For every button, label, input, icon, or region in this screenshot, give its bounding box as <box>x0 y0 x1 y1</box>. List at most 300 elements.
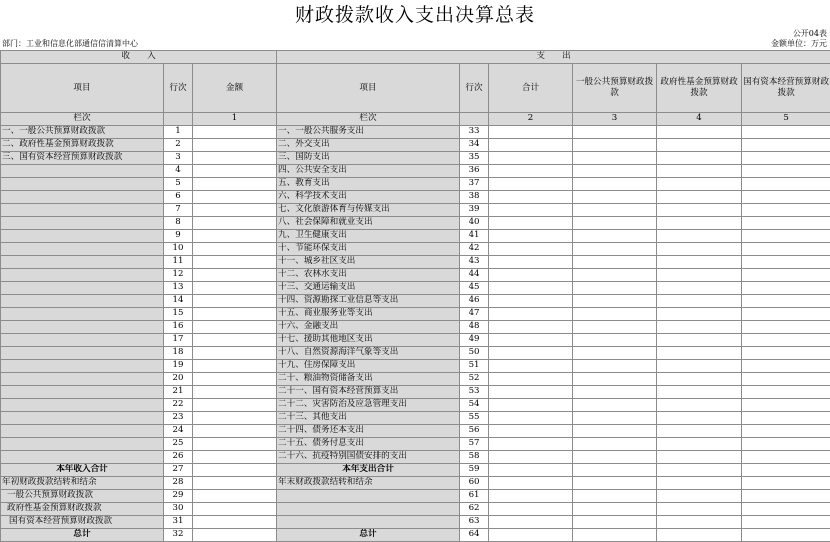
amount-cell <box>742 451 830 464</box>
income-line-no: 26 <box>164 451 193 464</box>
table-row <box>1 191 830 204</box>
amount-cell <box>742 477 830 490</box>
income-item <box>1 243 164 256</box>
report-title: 财政拨款收入支出决算总表 <box>0 0 830 30</box>
amount-cell <box>573 451 657 464</box>
amount-cell <box>657 490 742 503</box>
general-budget-header: 一般公共预算财政拨款 <box>573 64 657 113</box>
amount-cell <box>573 178 657 191</box>
amount-cell <box>573 516 657 529</box>
expense-item: 二十二、灾害防治及应急管理支出 <box>277 399 460 412</box>
amount-cell <box>489 477 573 490</box>
amount-cell <box>193 165 277 178</box>
amount-cell <box>742 191 830 204</box>
amount-cell <box>193 152 277 165</box>
income-line-no: 13 <box>164 282 193 295</box>
expense-line-no: 62 <box>460 503 489 516</box>
expense-line-no: 42 <box>460 243 489 256</box>
income-line-no: 1 <box>164 126 193 139</box>
amount-cell <box>657 360 742 373</box>
income-line-no: 30 <box>164 503 193 516</box>
income-line-no: 21 <box>164 386 193 399</box>
amount-cell <box>573 334 657 347</box>
amount-cell <box>573 204 657 217</box>
amount-cell <box>573 230 657 243</box>
income-item: 二、政府性基金预算财政拨款 <box>1 139 164 152</box>
table-row <box>1 217 830 230</box>
amount-cell <box>657 438 742 451</box>
amount-cell <box>657 399 742 412</box>
income-item <box>1 451 164 464</box>
amount-cell <box>657 503 742 516</box>
expense-line-no: 39 <box>460 204 489 217</box>
amount-cell <box>489 399 573 412</box>
amount-cell <box>193 256 277 269</box>
amount-cell <box>657 243 742 256</box>
expense-item-blank <box>277 503 460 516</box>
expense-line-no: 57 <box>460 438 489 451</box>
amount-cell <box>193 282 277 295</box>
expense-item: 七、文化旅游体育与传媒支出 <box>277 204 460 217</box>
table-row <box>1 464 830 477</box>
amount-cell <box>573 503 657 516</box>
amount-cell <box>193 477 277 490</box>
department-label: 部门：工业和信息化部通信信清算中心 <box>2 39 138 49</box>
amount-cell <box>489 204 573 217</box>
amount-cell <box>573 490 657 503</box>
expense-item: 二十三、其他支出 <box>277 412 460 425</box>
amount-cell <box>489 191 573 204</box>
expense-line-no: 56 <box>460 425 489 438</box>
amount-cell <box>573 412 657 425</box>
table-row <box>1 334 830 347</box>
amount-cell <box>489 360 573 373</box>
expense-col-index-label: 栏次 <box>277 113 460 126</box>
amount-cell <box>742 269 830 282</box>
expense-line-no: 45 <box>460 282 489 295</box>
amount-cell <box>573 360 657 373</box>
expense-item: 十八、自然资源海洋气象等支出 <box>277 347 460 360</box>
income-section-header: 收 入 <box>1 51 277 64</box>
amount-cell <box>193 347 277 360</box>
expense-line-no: 59 <box>460 464 489 477</box>
expense-col-4: 4 <box>657 113 742 126</box>
expense-item: 十五、商业服务业等支出 <box>277 308 460 321</box>
expense-total-label: 本年支出合计 <box>277 464 460 477</box>
amount-cell <box>193 269 277 282</box>
amount-cell <box>742 152 830 165</box>
income-item <box>1 217 164 230</box>
income-col-index-label: 栏次 <box>1 113 164 126</box>
fund-budget-header: 政府性基金预算财政拨款 <box>657 64 742 113</box>
expense-line-no: 48 <box>460 321 489 334</box>
expense-item: 二十、粮油物资储备支出 <box>277 373 460 386</box>
amount-cell <box>489 347 573 360</box>
income-line-no: 22 <box>164 399 193 412</box>
amount-cell <box>657 451 742 464</box>
expense-item: 十六、金融支出 <box>277 321 460 334</box>
income-line-no: 25 <box>164 438 193 451</box>
amount-cell <box>193 308 277 321</box>
amount-cell <box>657 308 742 321</box>
amount-cell <box>657 204 742 217</box>
expense-item: 十、节能环保支出 <box>277 243 460 256</box>
amount-cell <box>573 256 657 269</box>
table-row <box>1 152 830 165</box>
table-row <box>1 438 830 451</box>
amount-cell <box>193 360 277 373</box>
amount-cell <box>193 230 277 243</box>
amount-cell <box>489 165 573 178</box>
amount-cell <box>657 139 742 152</box>
income-item <box>1 178 164 191</box>
amount-cell <box>489 126 573 139</box>
expense-line-no: 60 <box>460 477 489 490</box>
income-line-no: 12 <box>164 269 193 282</box>
income-item <box>1 308 164 321</box>
amount-cell <box>489 438 573 451</box>
expense-line-no: 46 <box>460 295 489 308</box>
amount-cell <box>193 178 277 191</box>
income-line-no: 31 <box>164 516 193 529</box>
income-line-no: 11 <box>164 256 193 269</box>
income-line-no: 4 <box>164 165 193 178</box>
expense-line-no: 44 <box>460 269 489 282</box>
income-item <box>1 321 164 334</box>
amount-cell <box>657 321 742 334</box>
amount-cell <box>742 529 830 542</box>
amount-cell <box>193 386 277 399</box>
amount-cell <box>573 308 657 321</box>
table-row <box>1 347 830 360</box>
expense-line-no: 50 <box>460 347 489 360</box>
expense-line-no: 58 <box>460 451 489 464</box>
expense-item: 九、卫生健康支出 <box>277 230 460 243</box>
amount-cell <box>657 477 742 490</box>
amount-cell <box>573 139 657 152</box>
amount-cell <box>657 295 742 308</box>
income-line-no: 32 <box>164 529 193 542</box>
state-capital-budget-header: 国有资本经营预算财政拨款 <box>742 64 830 113</box>
income-line-no: 29 <box>164 490 193 503</box>
table-row <box>1 399 830 412</box>
amount-cell <box>193 139 277 152</box>
income-col-1: 1 <box>193 113 277 126</box>
amount-cell <box>657 373 742 386</box>
amount-cell <box>573 165 657 178</box>
table-row <box>1 360 830 373</box>
amount-cell <box>489 178 573 191</box>
amount-cell <box>742 438 830 451</box>
amount-cell <box>573 529 657 542</box>
amount-cell <box>193 425 277 438</box>
table-row <box>1 425 830 438</box>
table-row <box>1 230 830 243</box>
income-line-no: 18 <box>164 347 193 360</box>
income-item <box>1 425 164 438</box>
table-row <box>1 412 830 425</box>
amount-cell <box>193 321 277 334</box>
table-row <box>1 204 830 217</box>
amount-cell <box>489 295 573 308</box>
income-amount-header: 金额 <box>193 64 277 113</box>
expense-line-no: 51 <box>460 360 489 373</box>
expense-col-index-blank <box>460 113 489 126</box>
amount-cell <box>573 438 657 451</box>
begin-balance-label: 年初财政拨款结转和结余 <box>1 477 164 490</box>
amount-cell <box>742 464 830 477</box>
table-row <box>1 165 830 178</box>
income-line-no: 7 <box>164 204 193 217</box>
income-item <box>1 386 164 399</box>
table-row <box>1 126 830 139</box>
income-item <box>1 334 164 347</box>
income-line-no: 27 <box>164 464 193 477</box>
expense-line-no: 37 <box>460 178 489 191</box>
expense-line-no: 43 <box>460 256 489 269</box>
table-row <box>1 503 830 516</box>
amount-cell <box>489 282 573 295</box>
income-item <box>1 191 164 204</box>
table-row <box>1 178 830 191</box>
table-row <box>1 373 830 386</box>
expense-item-blank <box>277 516 460 529</box>
amount-cell <box>742 399 830 412</box>
expense-line-no: 36 <box>460 165 489 178</box>
amount-cell <box>489 516 573 529</box>
income-item <box>1 438 164 451</box>
amount-cell <box>573 386 657 399</box>
table-row <box>1 516 830 529</box>
expense-item: 四、公共安全支出 <box>277 165 460 178</box>
amount-cell <box>742 360 830 373</box>
amount-cell <box>742 282 830 295</box>
table-row <box>1 269 830 282</box>
amount-cell <box>573 295 657 308</box>
amount-cell <box>742 243 830 256</box>
expense-line-header: 行次 <box>460 64 489 113</box>
income-line-no: 10 <box>164 243 193 256</box>
amount-cell <box>193 204 277 217</box>
expense-col-5: 5 <box>742 113 830 126</box>
table-row <box>1 321 830 334</box>
amount-cell <box>657 529 742 542</box>
income-line-no: 5 <box>164 178 193 191</box>
amount-cell <box>489 529 573 542</box>
income-item <box>1 399 164 412</box>
expense-line-no: 63 <box>460 516 489 529</box>
amount-cell <box>489 243 573 256</box>
income-line-no: 16 <box>164 321 193 334</box>
income-item: 三、国有资本经营预算财政拨款 <box>1 152 164 165</box>
begin-capital-label: 国有资本经营预算财政拨款 <box>1 516 164 529</box>
amount-cell <box>573 477 657 490</box>
table-row <box>1 139 830 152</box>
amount-cell <box>573 152 657 165</box>
table-row <box>1 256 830 269</box>
amount-cell <box>657 282 742 295</box>
amount-cell <box>573 191 657 204</box>
amount-cell <box>657 152 742 165</box>
expense-line-no: 61 <box>460 490 489 503</box>
expense-line-no: 64 <box>460 529 489 542</box>
amount-cell <box>489 412 573 425</box>
table-row <box>1 451 830 464</box>
amount-cell <box>489 373 573 386</box>
income-item <box>1 295 164 308</box>
amount-cell <box>193 191 277 204</box>
income-line-no: 20 <box>164 373 193 386</box>
amount-cell <box>489 256 573 269</box>
expense-item: 十四、资源勘探工业信息等支出 <box>277 295 460 308</box>
amount-cell <box>573 347 657 360</box>
table-row <box>1 243 830 256</box>
form-number: 公开04表 <box>793 29 827 39</box>
budget-summary-table <box>0 50 830 542</box>
table-row <box>1 529 830 542</box>
expense-item: 十九、住房保障支出 <box>277 360 460 373</box>
end-balance-label: 年末财政拨款结转和结余 <box>277 477 460 490</box>
amount-cell <box>573 217 657 230</box>
income-item <box>1 230 164 243</box>
income-line-no: 2 <box>164 139 193 152</box>
amount-cell <box>742 204 830 217</box>
expense-total-header: 合计 <box>489 64 573 113</box>
amount-cell <box>657 178 742 191</box>
amount-cell <box>742 217 830 230</box>
amount-cell <box>193 529 277 542</box>
amount-cell <box>742 321 830 334</box>
grand-total-label: 总计 <box>1 529 164 542</box>
amount-cell <box>489 139 573 152</box>
expense-item-header: 项目 <box>277 64 460 113</box>
amount-cell <box>742 347 830 360</box>
table-row <box>1 295 830 308</box>
income-line-no: 23 <box>164 412 193 425</box>
income-item <box>1 269 164 282</box>
amount-cell <box>742 425 830 438</box>
amount-cell <box>573 464 657 477</box>
amount-cell <box>573 269 657 282</box>
amount-cell <box>742 373 830 386</box>
income-item <box>1 373 164 386</box>
expense-line-no: 38 <box>460 191 489 204</box>
expense-line-no: 40 <box>460 217 489 230</box>
income-item <box>1 412 164 425</box>
income-item-header: 项目 <box>1 64 164 113</box>
expense-line-no: 35 <box>460 152 489 165</box>
amount-cell <box>573 399 657 412</box>
amount-cell <box>193 126 277 139</box>
amount-cell <box>742 126 830 139</box>
amount-cell <box>489 308 573 321</box>
amount-cell <box>657 334 742 347</box>
income-line-no: 15 <box>164 308 193 321</box>
income-line-no: 6 <box>164 191 193 204</box>
amount-cell <box>489 451 573 464</box>
amount-cell <box>742 490 830 503</box>
grand-total-label-right: 总计 <box>277 529 460 542</box>
amount-cell <box>742 412 830 425</box>
expense-line-no: 54 <box>460 399 489 412</box>
income-item <box>1 204 164 217</box>
expense-line-no: 33 <box>460 126 489 139</box>
expense-line-no: 49 <box>460 334 489 347</box>
amount-cell <box>657 412 742 425</box>
expense-item: 六、科学技术支出 <box>277 191 460 204</box>
amount-cell <box>193 464 277 477</box>
amount-cell <box>742 178 830 191</box>
amount-cell <box>193 243 277 256</box>
amount-cell <box>193 503 277 516</box>
amount-cell <box>742 503 830 516</box>
amount-cell <box>489 152 573 165</box>
begin-general-label: 一般公共预算财政拨款 <box>1 490 164 503</box>
income-item: 一、一般公共预算财政拨款 <box>1 126 164 139</box>
amount-cell <box>657 256 742 269</box>
amount-cell <box>573 425 657 438</box>
amount-cell <box>742 230 830 243</box>
expense-item: 二十四、债务还本支出 <box>277 425 460 438</box>
income-line-no: 24 <box>164 425 193 438</box>
expense-line-no: 47 <box>460 308 489 321</box>
income-total-label: 本年收入合计 <box>1 464 164 477</box>
expense-item: 二十一、国有资本经营预算支出 <box>277 386 460 399</box>
table-row <box>1 282 830 295</box>
amount-cell <box>742 386 830 399</box>
amount-cell <box>657 191 742 204</box>
expense-item: 二、外交支出 <box>277 139 460 152</box>
expense-item: 八、社会保障和就业支出 <box>277 217 460 230</box>
amount-cell <box>573 243 657 256</box>
table-row <box>1 477 830 490</box>
income-line-no: 28 <box>164 477 193 490</box>
amount-cell <box>657 126 742 139</box>
amount-cell <box>657 269 742 282</box>
amount-cell <box>193 451 277 464</box>
table-row <box>1 490 830 503</box>
amount-cell <box>657 516 742 529</box>
income-item <box>1 360 164 373</box>
amount-cell <box>489 269 573 282</box>
expense-item: 十三、交通运输支出 <box>277 282 460 295</box>
amount-cell <box>657 386 742 399</box>
income-line-no: 9 <box>164 230 193 243</box>
income-line-no: 14 <box>164 295 193 308</box>
amount-cell <box>193 295 277 308</box>
amount-cell <box>657 464 742 477</box>
expense-item: 十二、农林水支出 <box>277 269 460 282</box>
expense-item-blank <box>277 490 460 503</box>
income-item <box>1 165 164 178</box>
expense-line-no: 55 <box>460 412 489 425</box>
table-row <box>1 308 830 321</box>
amount-cell <box>193 438 277 451</box>
amount-cell <box>489 490 573 503</box>
begin-fund-label: 政府性基金预算财政拨款 <box>1 503 164 516</box>
amount-cell <box>193 399 277 412</box>
expense-line-no: 53 <box>460 386 489 399</box>
amount-cell <box>193 217 277 230</box>
amount-cell <box>193 334 277 347</box>
income-item <box>1 256 164 269</box>
amount-cell <box>193 516 277 529</box>
amount-cell <box>489 464 573 477</box>
amount-cell <box>742 295 830 308</box>
amount-cell <box>657 347 742 360</box>
amount-cell <box>489 321 573 334</box>
amount-cell <box>742 334 830 347</box>
